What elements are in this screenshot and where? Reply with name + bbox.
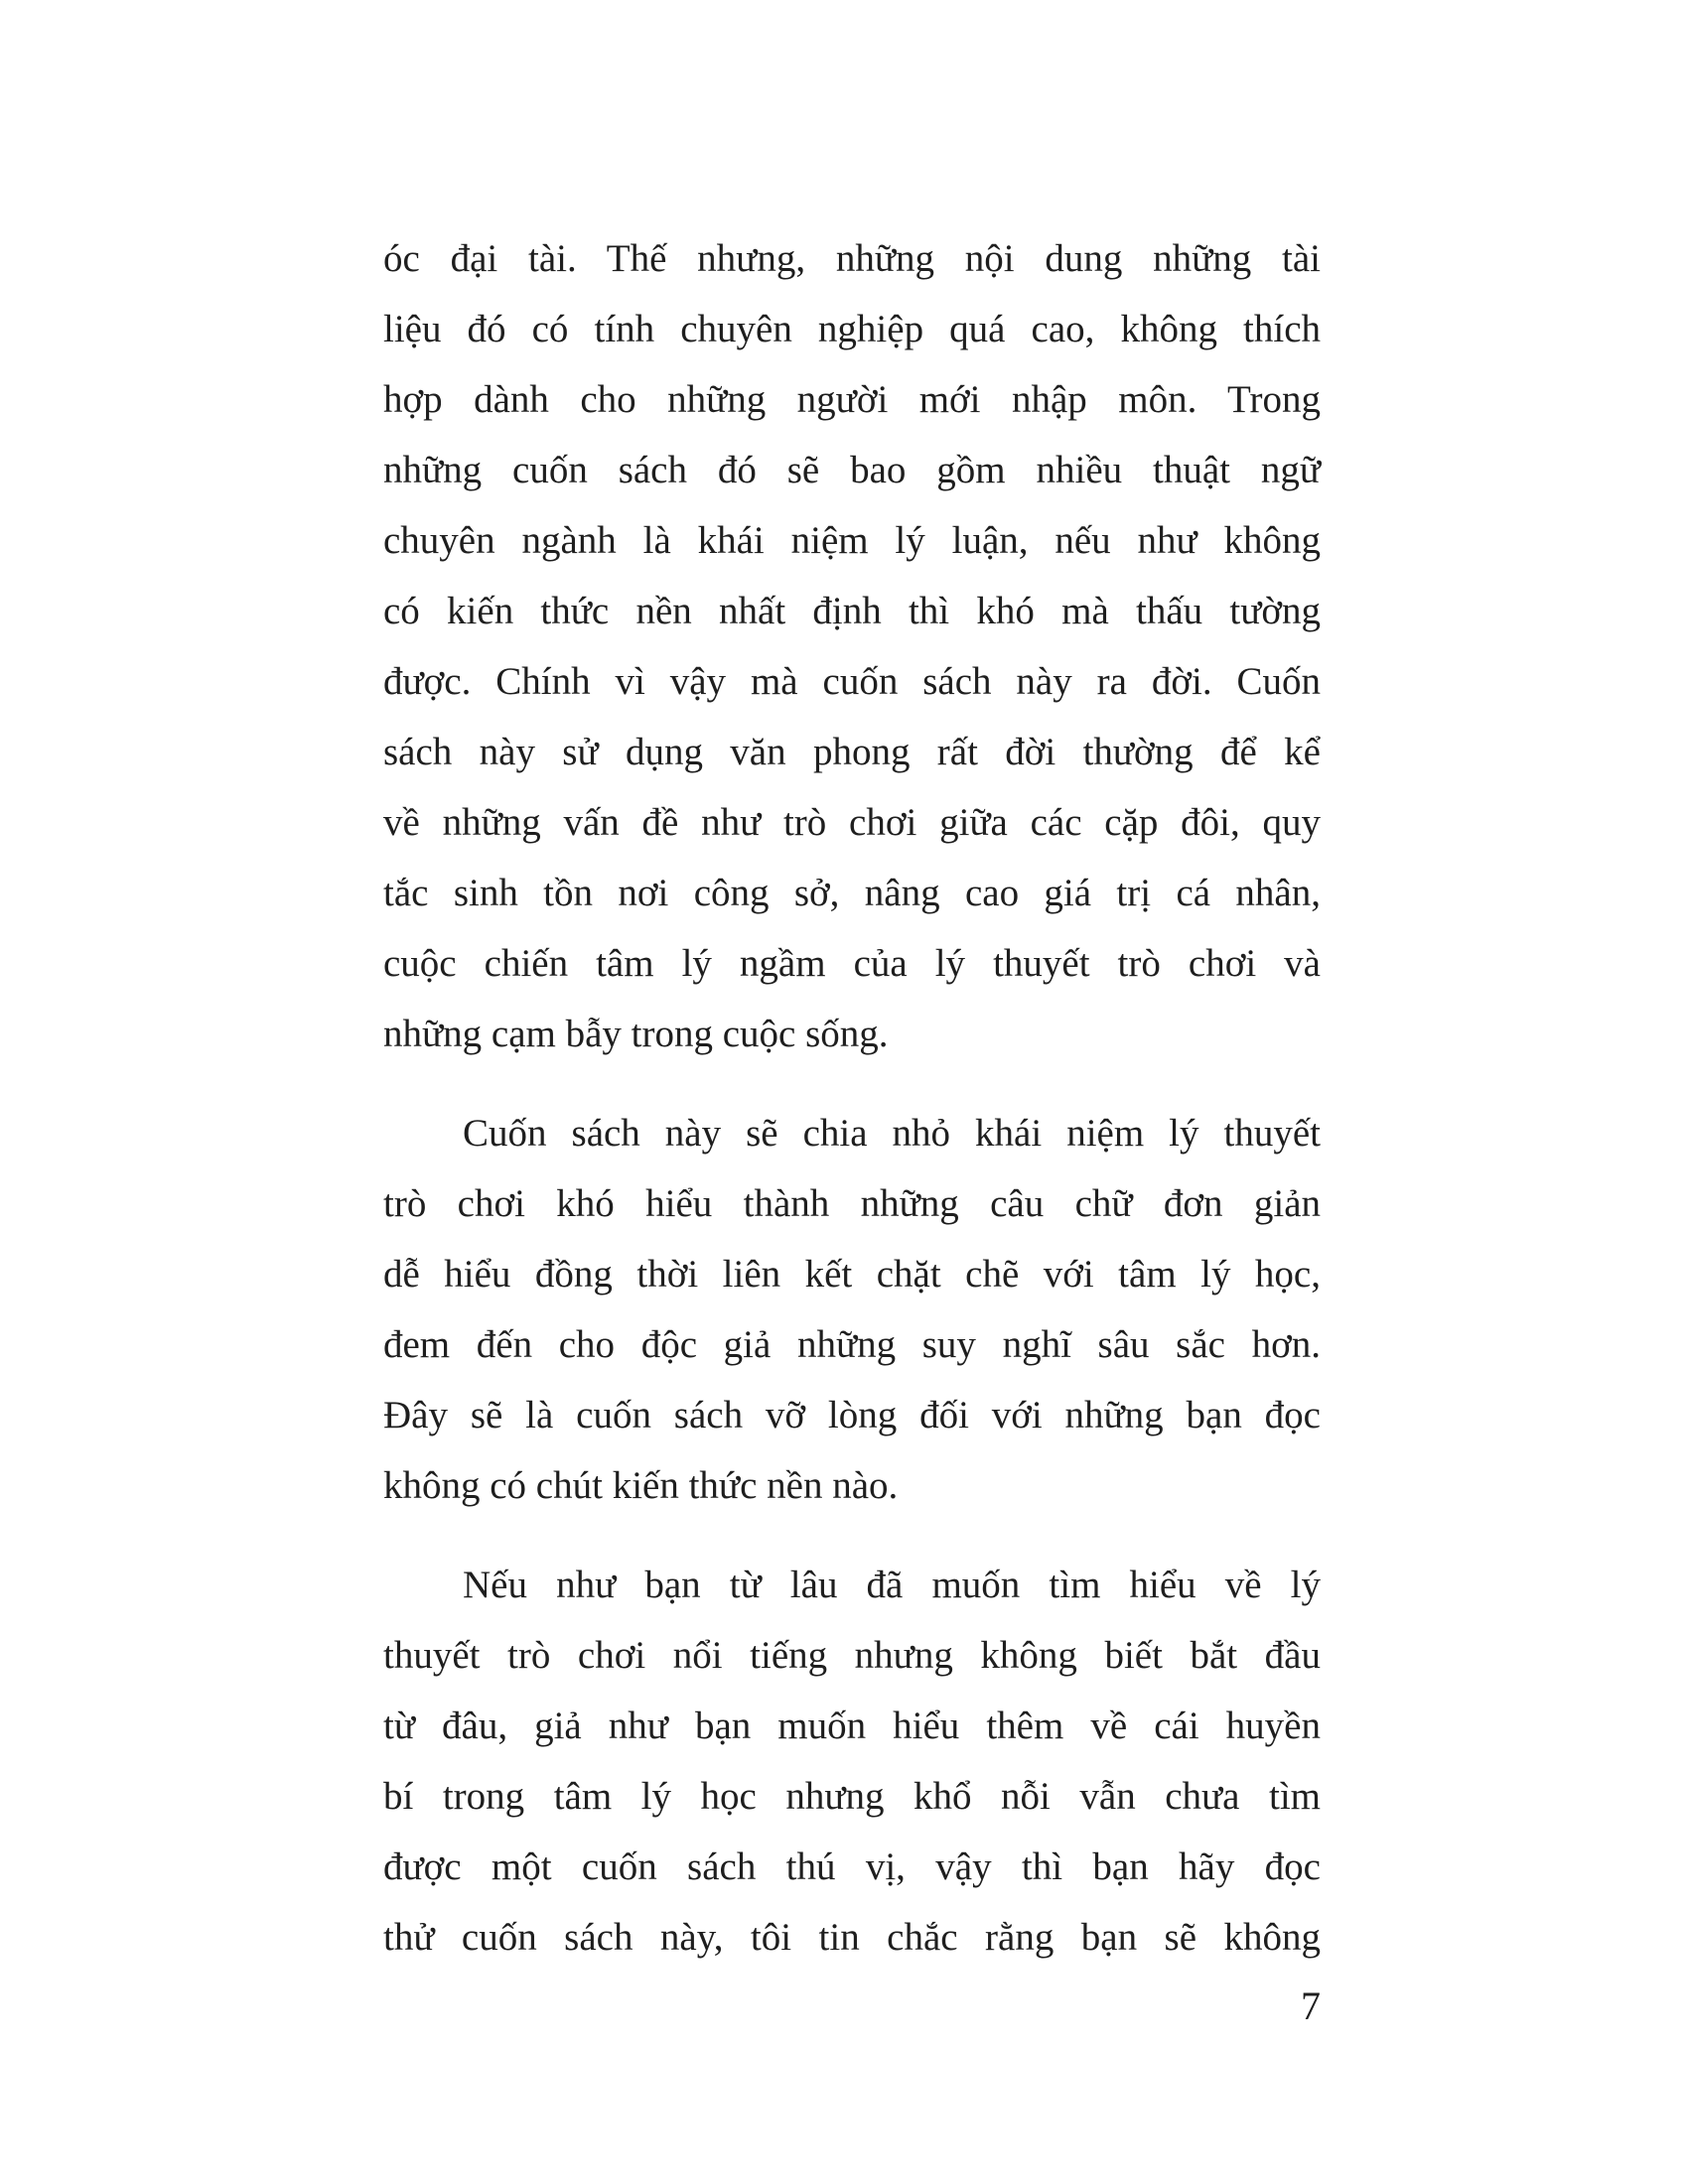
text-line: những cuốn sách đó sẽ bao gồm nhiều thuật ngữ	[383, 449, 1321, 491]
text-line: cuộc chiến tâm lý ngầm của lý thuyết trò chơi và	[383, 942, 1321, 985]
paragraph	[383, 1098, 1321, 1521]
text-line: không có chút kiến thức nền nào.	[383, 1464, 899, 1507]
text-line: tắc sinh tồn nơi công sở, nâng cao giá trị cá nhân,	[383, 872, 1321, 914]
text-line: những cạm bẫy trong cuộc sống.	[383, 1013, 889, 1055]
text-line: Cuốn sách này sẽ chia nhỏ khái niệm lý thuyết	[463, 1112, 1321, 1155]
text-line: hợp dành cho những người mới nhập môn. Trong	[383, 378, 1321, 421]
text-line: về những vấn đề như trò chơi giữa các cặp đôi, quy	[383, 801, 1321, 844]
text-line: thuyết trò chơi nổi tiếng nhưng không biết bắt đầu	[383, 1634, 1321, 1677]
paragraph	[383, 1550, 1321, 1973]
text-line: được. Chính vì vậy mà cuốn sách này ra đời. Cuốn	[383, 660, 1321, 703]
text-line: chuyên ngành là khái niệm lý luận, nếu như không	[383, 519, 1321, 562]
text-line: Đây sẽ là cuốn sách vỡ lòng đối với những bạn đọc	[383, 1394, 1321, 1436]
text-line: được một cuốn sách thú vị, vậy thì bạn hãy đọc	[383, 1845, 1321, 1888]
text-line: từ đâu, giả như bạn muốn hiểu thêm về cái huyền	[383, 1705, 1321, 1747]
text-line: sách này sử dụng văn phong rất đời thường để kể	[383, 731, 1321, 773]
text-block	[383, 223, 1321, 1973]
text-line: bí trong tâm lý học nhưng khổ nỗi vẫn chưa tìm	[383, 1775, 1321, 1818]
text-line: Nếu như bạn từ lâu đã muốn tìm hiểu về lý	[463, 1564, 1321, 1606]
text-line: dễ hiểu đồng thời liên kết chặt chẽ với tâm lý học,	[383, 1253, 1321, 1296]
text-line: óc đại tài. Thế nhưng, những nội dung những tài	[383, 237, 1321, 280]
paragraph	[383, 223, 1321, 1069]
text-line: liệu đó có tính chuyên nghiệp quá cao, không thích	[383, 308, 1321, 350]
text-line: trò chơi khó hiểu thành những câu chữ đơn giản	[383, 1182, 1321, 1225]
text-line: có kiến thức nền nhất định thì khó mà thấu tường	[383, 590, 1321, 632]
text-line: đem đến cho độc giả những suy nghĩ sâu sắc hơn.	[383, 1323, 1321, 1366]
page-number: 7	[1301, 1983, 1321, 2028]
text-line: thử cuốn sách này, tôi tin chắc rằng bạn sẽ không	[383, 1916, 1321, 1959]
